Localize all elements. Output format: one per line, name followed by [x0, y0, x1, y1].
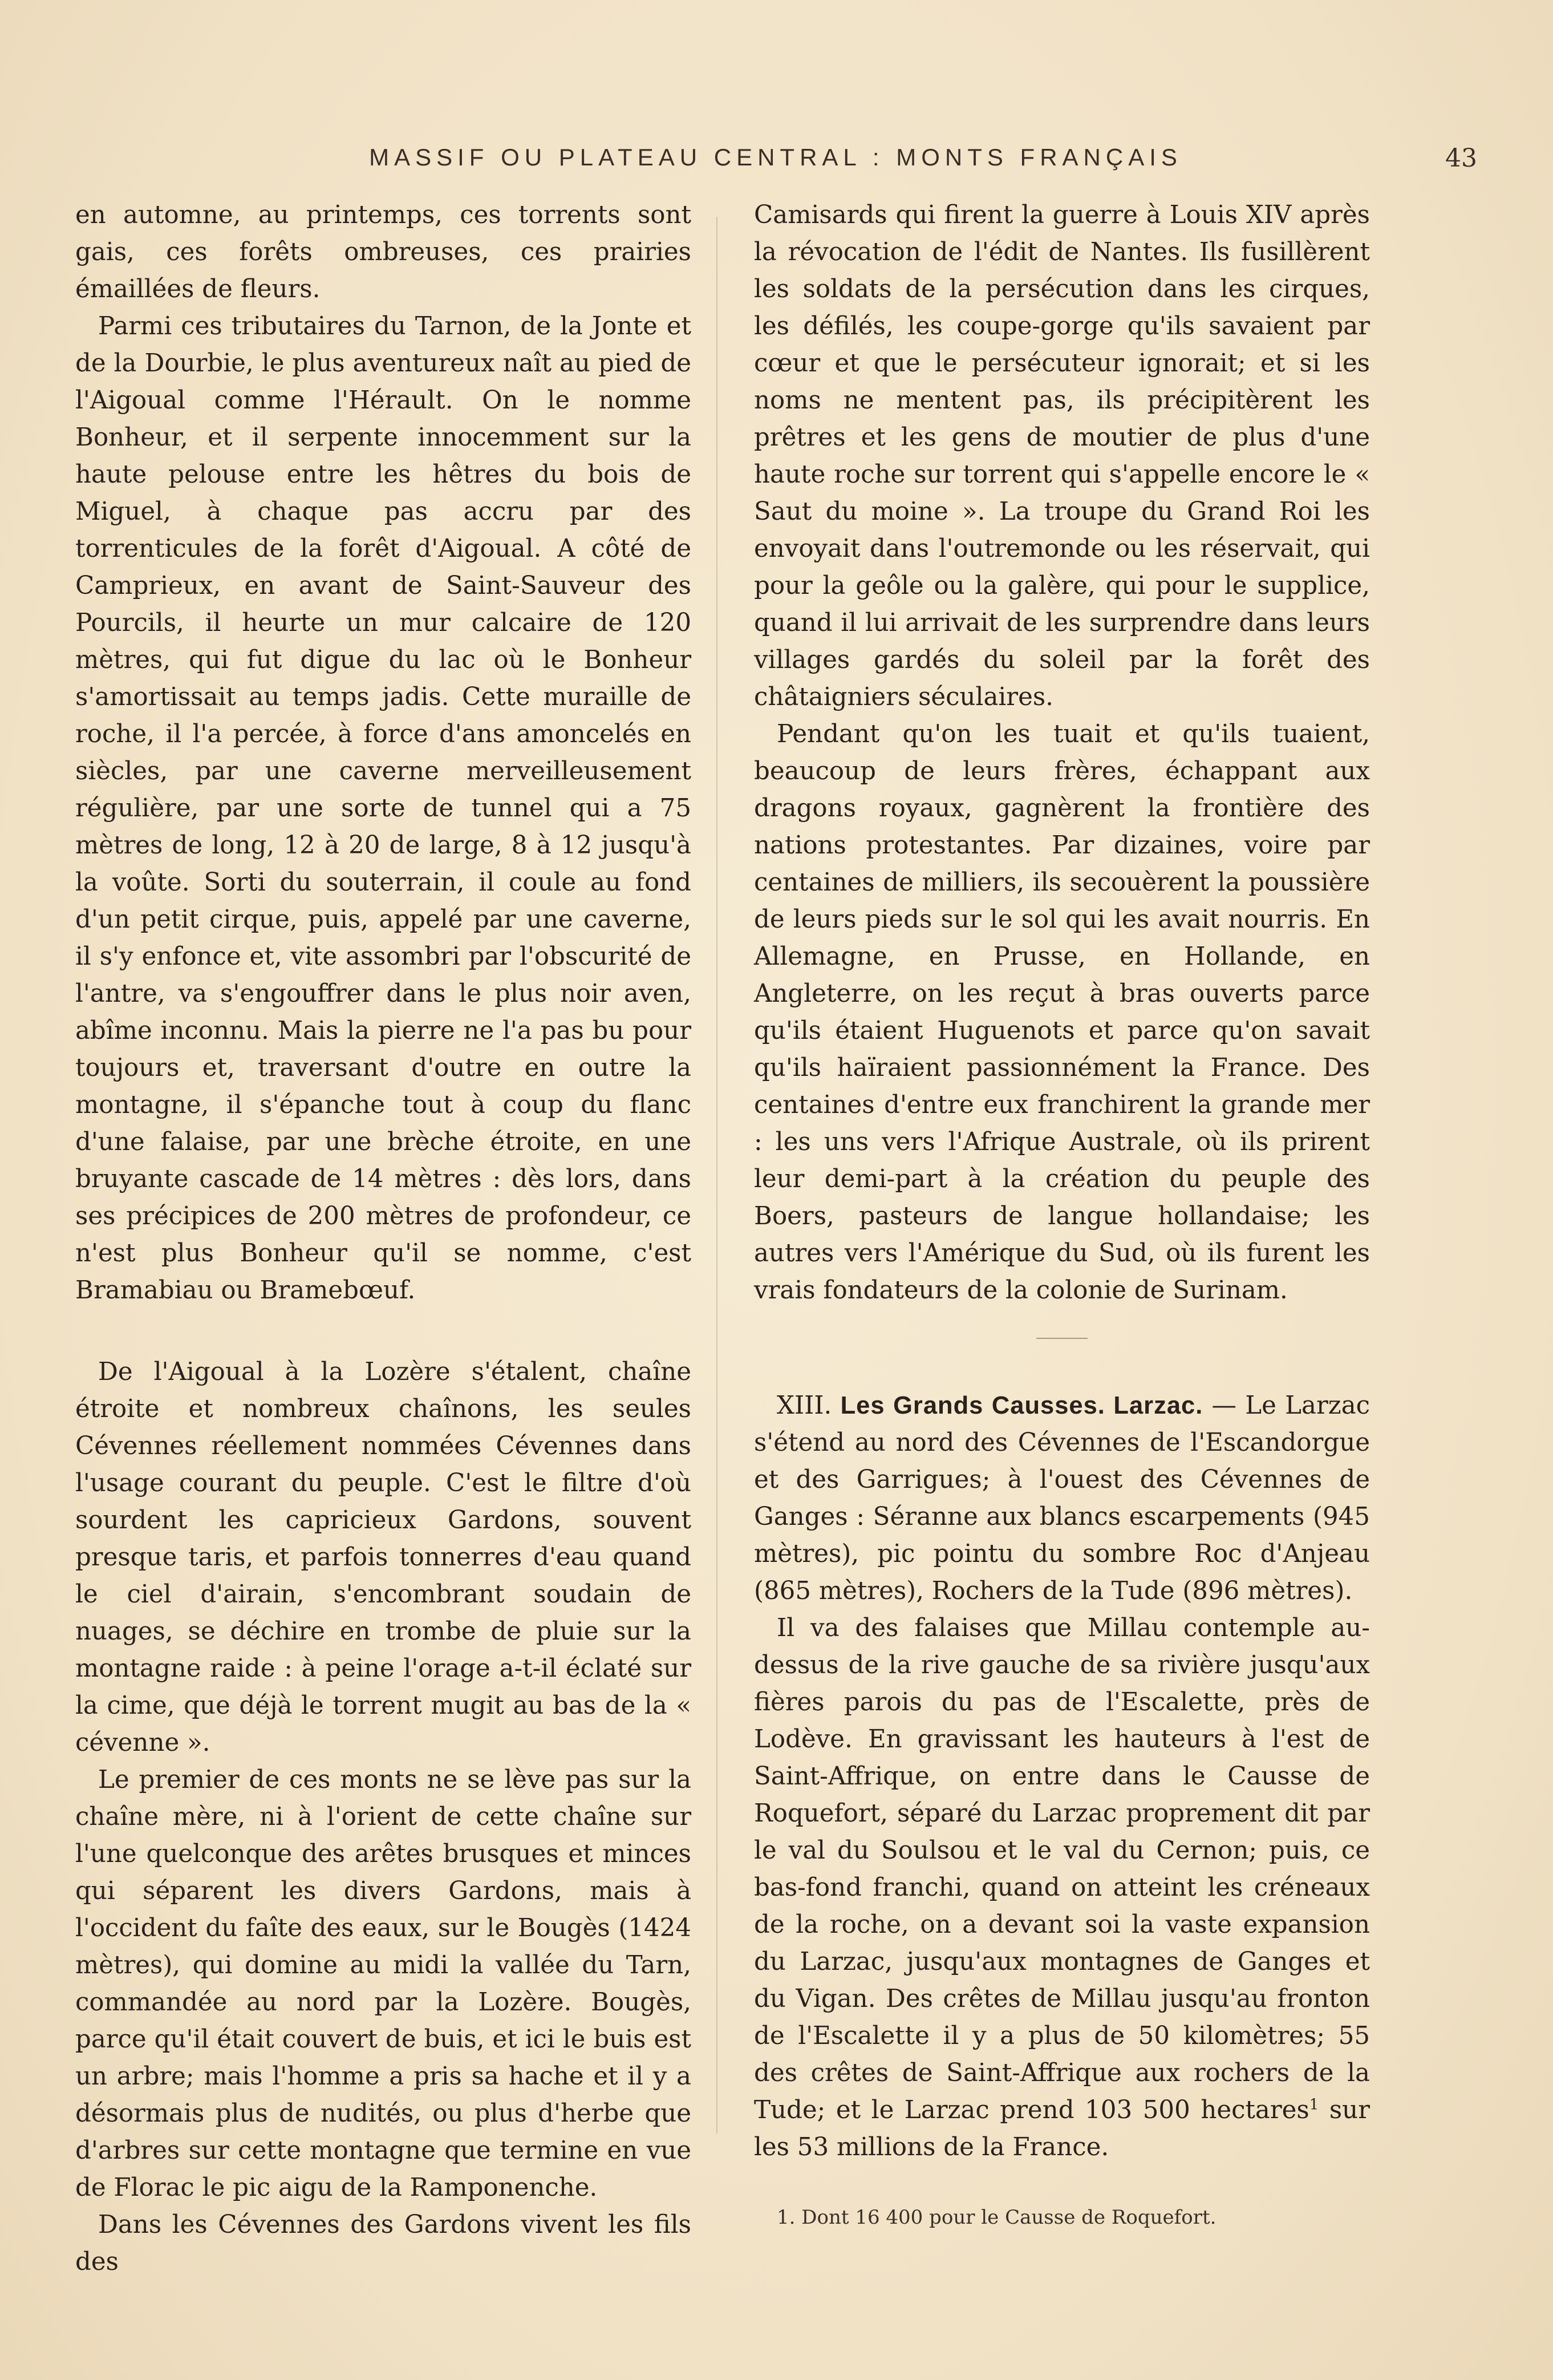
right-column — [754, 197, 1370, 2249]
paragraph: Pendant qu'on les tuait et qu'ils tuaient, beaucoup de leurs frères, échappant aux dragons royaux, gagnèrent la frontière des nations protestantes. Par dizaines, voire par centaines de milliers, ils secouèrent la poussière de leurs pieds sur le sol qui les avait nourris. En Allemagne, en Prusse, en Hollande, en Angleterre, on les reçut à bras ouverts parce qu'ils étaient Huguenots et parce qu'on savait qu'ils haïraient passionnément la France. Des centaines d'entre eux franchirent la grande mer : les uns vers l'Afrique Australe, où ils prirent leur demi-part à la création du peuple des Boers, pasteurs de langue hollandaise; les autres vers l'Amérique du Sud, où ils furent les vrais fondateurs de la colonie de Surinam. — [754, 720, 1370, 1305]
section-paragraph — [754, 1387, 1370, 1610]
paragraph: en automne, au printemps, ces torrents sont gais, ces forêts ombreuses, ces prairies émaillées de fleurs. — [75, 201, 691, 303]
section-separator — [1036, 1338, 1088, 1339]
running-title: MASSIF OU PLATEAU CENTRAL : MONTS FRANÇAIS — [369, 144, 1182, 171]
section-number: XIII. — [777, 1391, 832, 1420]
paragraph-text-tail: sur les 53 millions de la France. — [754, 2096, 1370, 2162]
column-divider — [716, 217, 717, 2134]
paragraph: Le premier de ces monts ne se lève pas sur la chaîne mère, ni à l'orient de cette chaîne sur l'une quelconque des arêtes brusques et minces qui séparent les divers Gardons, mais à l'occident du faîte des eaux, sur le Bougès (1424 mètres), qui domine au midi la vallée du Tarn, commandée au nord par la Lozère. Bougès, parce qu'il était couvert de buis, et ici le buis est un arbre; mais l'homme a pris sa hache et il y a désormais plus de nudités, ou plus d'herbe que d'arbres sur cette montagne que termine en vue de Florac le pic aigu de la Ramponenche. — [75, 1766, 691, 2202]
paragraph: Camisards qui firent la guerre à Louis XIV après la révocation de l'édit de Nantes. Ils fusillèrent les soldats de la persécution dans les cirques, les défilés, les coupe-gorge qu'ils savaient par cœur et que le persécuteur ignorait; et si les noms ne mentent pas, ils précipitèrent les prêtres et les gens de moutier de plus d'une haute roche sur torrent qui s'appelle encore le « Saut du moine ». La troupe du Grand Roi les envoyait dans l'outremonde ou les réservait, qui pour la geôle ou la galère, qui pour le supplice, quand il lui arrivait de les surprendre dans leurs villages gardés du soleil par la forêt des châtaigniers séculaires. — [754, 201, 1370, 711]
paragraph: De l'Aigoual à la Lozère s'étalent, chaîne étroite et nombreux chaînons, les seules Cévennes réellement nommées Cévennes dans l'usage courant du peuple. C'est le filtre d'où sourdent les capricieux Gardons, souvent presque taris, et parfois tonnerres d'eau quand le ciel d'airain, s'encombrant soudain de nuages, se déchire en trombe de pluie sur la montagne raide : à peine l'orage a-t-il éclaté sur la cime, que déjà le torrent mugit au bas de la « cévenne ». — [75, 1358, 691, 1757]
paragraph — [754, 1610, 1370, 2166]
paragraph: Parmi ces tributaires du Tarnon, de la Jonte et de la Dourbie, le plus aventureux naît au pied de l'Aigoual comme l'Hérault. On le nomme Bonheur, et il serpente innocemment sur la haute pelouse entre les hêtres du bois de Miguel, à chaque pas accru par des torrenticules de la forêt d'Aigoual. A côté de Camprieux, en avant de Saint-Sauveur des Pourcils, il heurte un mur calcaire de 120 mètres, qui fut digue du lac où le Bonheur s'amortissait au temps jadis. Cette muraille de roche, il l'a percée, à force d'ans amoncelés en siècles, par une caverne merveilleusement régulière, par une sorte de tunnel qui a 75 mètres de long, 12 à 20 de large, 8 à 12 jusqu'à la voûte. Sorti du souterrain, il coule au fond d'un petit cirque, puis, appelé par une caverne, il s'y enfonce et, vite assombri par l'obscurité de l'antre, va s'engouffrer dans le plus noir aven, abîme inconnu. Mais la pierre ne l'a pas bu pour toujours et, traversant d'outre en outre la montagne, il s'épanche tout à coup du flanc d'une falaise, par une brèche étroite, en une bruyante cascade de 14 mètres : dès lors, dans ses précipices de 200 mètres de profondeur, ce n'est plus Bonheur qu'il se nomme, c'est Bramabiau ou Bramebœuf. — [75, 312, 691, 1305]
section-text: — Le Larzac s'étend au nord des Cévennes de l'Escandorgue et des Garrigues; à l'ouest des Cévennes de Ganges : Séranne aux blancs escarpements (945 mètres), pic pointu du sombre Roc d'Anjeau (865 mètres), Rochers de la Tude (896 mètres). — [754, 1391, 1370, 1605]
page-number: 43 — [1445, 144, 1477, 173]
page-header — [74, 144, 1477, 184]
paragraph: Dans les Cévennes des Gardons vivent les fils des — [75, 2211, 691, 2276]
left-column — [75, 197, 691, 2281]
footnote: 1. Dont 16 400 pour le Causse de Roquefort. — [777, 2206, 1217, 2229]
footnote-marker[interactable]: 1 — [1309, 2096, 1319, 2114]
paragraph-text: Il va des falaises que Millau contemple au-dessus de la rive gauche de sa rivière jusqu'aux fières parois du pas de l'Escalette, près de Lodève. En gravissant les hauteurs à l'est de Saint-Affrique, on entre dans le Causse de Roquefort, séparé du Larzac proprement dit par le val du Soulsou et le val du Cernon; puis, ce bas-fond franchi, quand on atteint les créneaux de la roche, on a devant soi la vaste expansion du Larzac, jusqu'aux montagnes de Ganges et du Vigan. Des crêtes de Millau jusqu'au fronton de l'Escalette il y a plus de 50 kilomètres; 55 des crêtes de Saint-Affrique aux rochers de la Tude; et le Larzac prend 103 500 hectares — [754, 1614, 1370, 2124]
section-heading: Les Grands Causses. Larzac. — [840, 1392, 1203, 1419]
